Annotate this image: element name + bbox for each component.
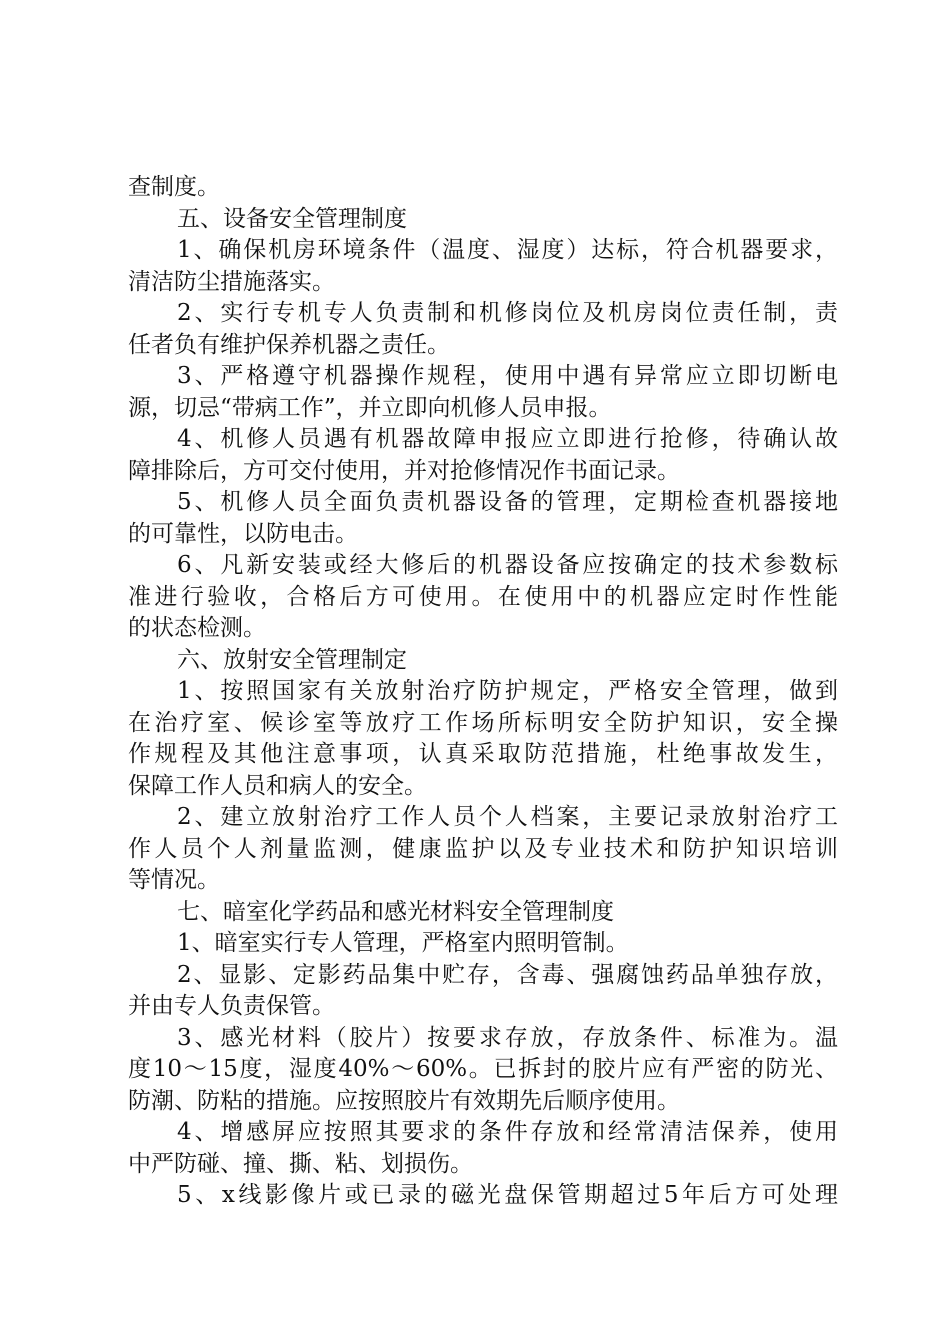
text-line: 的可靠性，以防电击。 [128, 520, 358, 547]
text-line: 等情况。 [128, 867, 220, 893]
text-line: 在治疗室、候诊室等放疗工作场所标明安全防护知识，安全操 [128, 709, 838, 736]
text-line: 5、x线影像片或已录的磁光盘保管期超过5年后方可处理 [177, 1182, 838, 1208]
text-line: 障排除后，方可交付使用，并对抢修情况作书面记录。 [128, 457, 680, 484]
document-body [128, 172, 838, 1212]
text-line: 任者负有维护保养机器之责任。 [128, 331, 450, 358]
text-line: 度10～15度，湿度40%～60%。已拆封的胶片应有严密的防光、 [128, 1056, 838, 1082]
text-line: 保障工作人员和病人的安全。 [128, 772, 427, 799]
text-line: 5、机修人员全面负责机器设备的管理，定期检查机器接地 [177, 489, 838, 515]
text-line: 准进行验收，合格后方可使用。在使用中的机器应定时作性能 [128, 583, 838, 610]
text-line: 4、增感屏应按照其要求的条件存放和经常清洁保养，使用 [177, 1119, 838, 1145]
text-line: 2、显影、定影药品集中贮存，含毒、强腐蚀药品单独存放， [177, 961, 838, 988]
text-line: 源，切忌“带病工作”，并立即向机修人员申报。 [128, 394, 612, 421]
text-line: 1、按照国家有关放射治疗防护规定，严格安全管理，做到 [177, 678, 838, 704]
text-line: 4、机修人员遇有机器故障申报应立即进行抢修，待确认故 [177, 426, 838, 452]
text-line: 2、实行专机专人负责制和机修岗位及机房岗位责任制，责 [177, 300, 838, 326]
text-line: 6、凡新安装或经大修后的机器设备应按确定的技术参数标 [177, 552, 838, 578]
text-line: 防潮、防粘的措施。应按照胶片有效期先后顺序使用。 [128, 1087, 680, 1114]
text-line: 作人员个人剂量监测，健康监护以及专业技术和防护知识培训 [128, 835, 838, 862]
text-line: 清洁防尘措施落实。 [128, 268, 335, 295]
text-line: 1、确保机房环境条件（温度、湿度）达标，符合机器要求， [177, 237, 838, 263]
text-line: 1、暗室实行专人管理，严格室内照明管制。 [177, 930, 629, 956]
text-line: 的状态检测。 [128, 615, 266, 641]
section-heading: 七、暗室化学药品和感光材料安全管理制度 [177, 898, 614, 925]
section-heading: 五、设备安全管理制度 [177, 205, 407, 232]
text-line: 作规程及其他注意事项，认真采取防范措施，杜绝事故发生， [128, 741, 838, 767]
text-line: 查制度。 [128, 174, 220, 200]
text-line: 2、建立放射治疗工作人员个人档案，主要记录放射治疗工 [177, 804, 838, 830]
text-line: 3、严格遵守机器操作规程，使用中遇有异常应立即切断电 [177, 363, 838, 389]
text-line: 并由专人负责保管。 [128, 993, 335, 1019]
section-heading: 六、放射安全管理制定 [177, 646, 407, 673]
text-line: 3、感光材料（胶片）按要求存放，存放条件、标准为。温 [177, 1024, 838, 1051]
text-line: 中严防碰、撞、撕、粘、划损伤。 [128, 1150, 473, 1177]
